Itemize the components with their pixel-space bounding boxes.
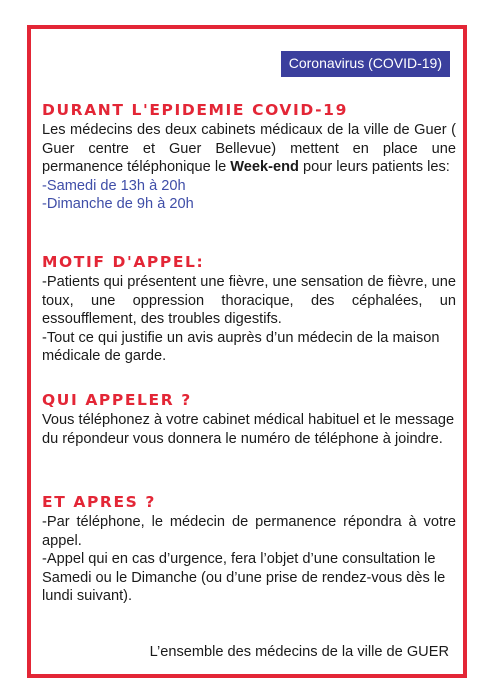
schedule-sunday: -Dimanche de 9h à 20h (42, 196, 194, 213)
intro-text: Les médecins des deux cabinets médicaux de la ville de Guer ( Guer centre et Guer Bellevue) mettent en place une permanence téléphonique le (42, 122, 456, 176)
section-heading: ET APRES ? (42, 493, 156, 511)
topic-badge: Coronavirus (COVID-19) (281, 51, 450, 77)
signature-footer: L’ensemble des médecins de la ville de GUER (149, 644, 449, 660)
section-during-epidemic (42, 101, 456, 214)
notice-frame (27, 25, 467, 678)
section-and-after (42, 493, 456, 606)
section-heading: DURANT L'EPIDEMIE COVID-19 (42, 101, 348, 119)
section-line: -Appel qui en cas d’urgence, fera l’objet d’une consultation le Samedi ou le Dimanche (ou d’une prise de rendez-vous dès le lundi suivant). (42, 551, 446, 605)
section-line: -Tout ce qui justifie un avis auprès d’un médecin de la maison médicale de garde. (42, 329, 440, 365)
section-heading: MOTIF D'APPEL: (42, 253, 205, 271)
section-line: Vous téléphonez à votre cabinet médical habituel et le message du répondeur vous donnera le numéro de téléphone à joindre. (42, 412, 455, 447)
intro-text-end: pour leurs patients les: (298, 159, 450, 176)
section-intro (42, 121, 456, 177)
section-line: -Patients qui présentent une fièvre, une sensation de fièvre, une toux, une oppression thoracique, des céphalées, un essoufflement, des troubles digestifs. (42, 274, 456, 328)
section-line: -Par téléphone, le médecin de permanence répondra à votre appel. (42, 514, 456, 549)
schedule-saturday: -Samedi de 13h à 20h (42, 177, 186, 194)
section-heading: QUI APPELER ? (42, 391, 192, 409)
intro-bold-text: Week-end (230, 159, 299, 176)
section-call-reason (42, 253, 456, 366)
section-who-to-call (42, 391, 456, 448)
